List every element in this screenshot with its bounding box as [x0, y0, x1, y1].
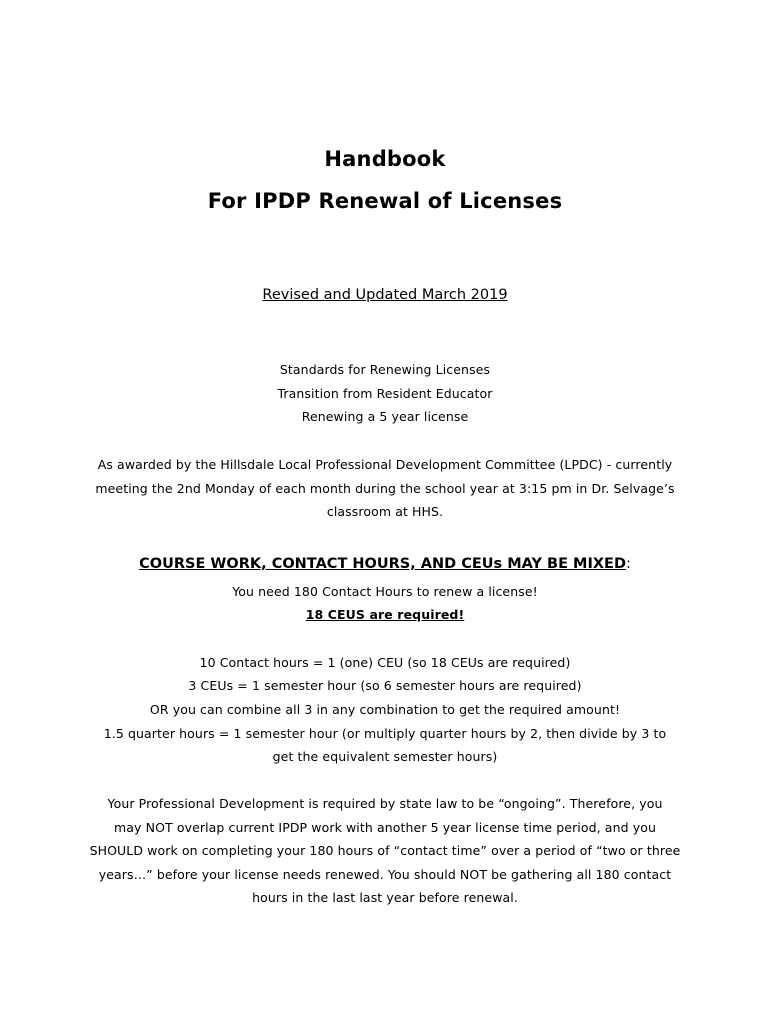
topic-item: Transition from Resident Educator	[277, 386, 493, 401]
mixed-heading-colon: :	[625, 556, 631, 572]
ongoing-line: SHOULD work on completing your 180 hours of “contact time” over a period of “two or three	[89, 843, 681, 858]
conversion-line: 1.5 quarter hours = 1 semester hour (or multiply quarter hours by 2, then divide by 3 to	[103, 726, 667, 741]
conversion-line: 3 CEUs = 1 semester hour (so 6 semester hours are required)	[188, 678, 582, 693]
contact-hours-need: You need 180 Contact Hours to renew a license!	[232, 584, 538, 599]
conversion-line: 10 Contact hours = 1 (one) CEU (so 18 CEUs are required)	[199, 655, 571, 670]
awarded-line: classroom at HHS.	[326, 504, 444, 519]
topic-item: Renewing a 5 year license	[301, 409, 469, 424]
ongoing-line: years…” before your license needs renewed. You should NOT be gathering all 180 contact	[98, 867, 672, 882]
ongoing-line: may NOT overlap current IPDP work with another 5 year license time period, and you	[114, 820, 656, 835]
title-line-2: For IPDP Renewal of Licenses	[207, 189, 563, 213]
ceus-required: 18 CEUS are required!	[305, 607, 465, 622]
topic-item: Standards for Renewing Licenses	[279, 362, 491, 377]
ongoing-line: Your Professional Development is required by state law to be “ongoing”. Therefore, you	[107, 796, 663, 811]
title-line-1: Handbook	[324, 147, 446, 171]
ongoing-line: hours in the last last year before renewal.	[252, 890, 518, 905]
revised-date: Revised and Updated March 2019	[262, 287, 508, 303]
mixed-heading	[0, 556, 770, 572]
awarded-line: As awarded by the Hillsdale Local Professional Development Committee (LPDC) - currently	[97, 457, 673, 472]
mixed-heading-text: COURSE WORK, CONTACT HOURS, AND CEUs MAY BE MIXED	[139, 556, 626, 572]
conversion-line: get the equivalent semester hours)	[272, 749, 498, 764]
conversion-line: OR you can combine all 3 in any combination to get the required amount!	[149, 702, 621, 717]
awarded-line: meeting the 2nd Monday of each month during the school year at 3:15 pm in Dr. Selvage’s	[95, 481, 675, 496]
